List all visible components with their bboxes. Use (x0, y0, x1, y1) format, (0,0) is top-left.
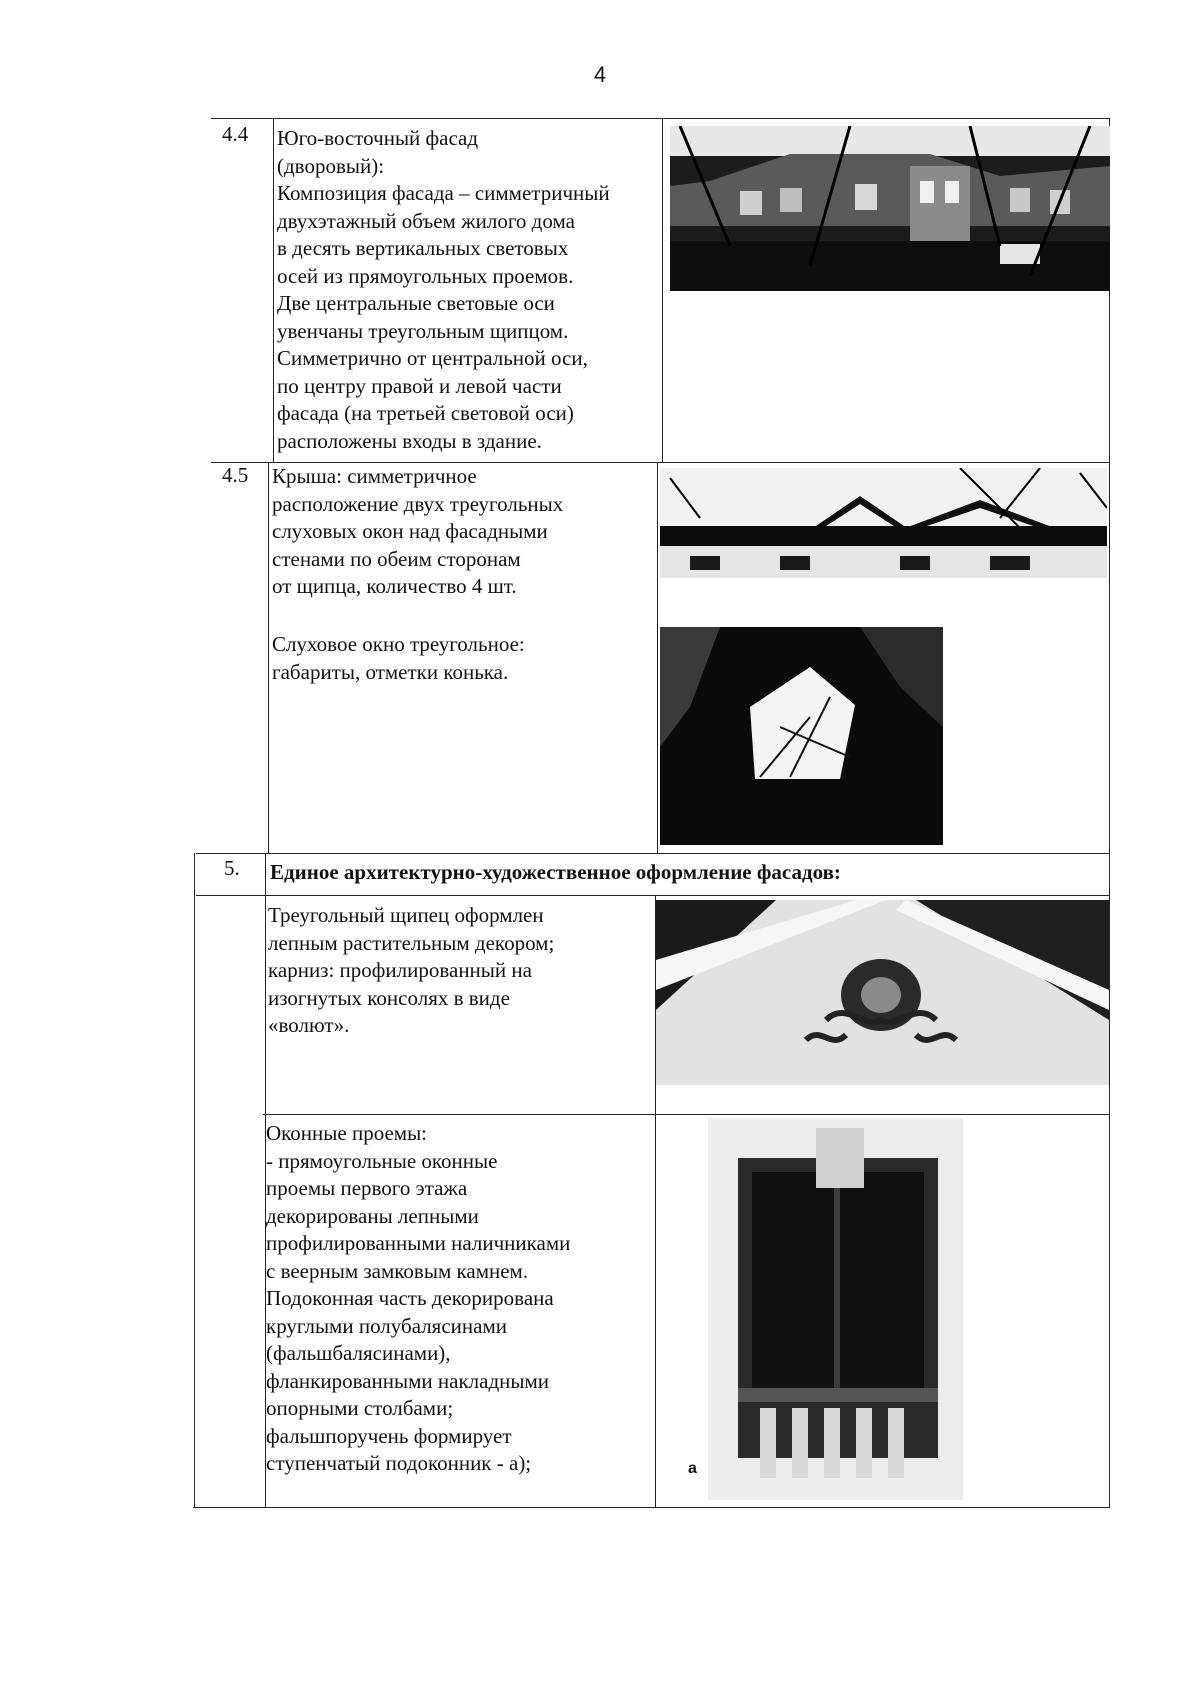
page-number: 4 (593, 62, 607, 87)
table-left-border (194, 853, 195, 1508)
gable-decor-photo (656, 900, 1109, 1085)
table-top-border (211, 118, 1109, 119)
row-description: Юго-восточный фасад (дворовый): Композиция фасада – симметричный двухэтажный объем жилого дома в десять вертикальных световых осей из прямоугольных проемов. Две центральные световые оси увенчаны треугольным щипцом. Симметрично от центральной оси, по центру правой и левой части фасада (на третьей световой оси) расположены входы в здание. (277, 126, 610, 453)
section-heading: Единое архитектурно-художественное оформление фасадов: (270, 860, 841, 884)
row-number: 5. (224, 856, 240, 880)
table-bottom-border (193, 1507, 1109, 1508)
row-number: 4.5 (222, 463, 249, 487)
table-right-border (1109, 118, 1110, 1508)
row-description: Оконные проемы: - прямоугольные оконные проемы первого этажа декорированы лепными профилированными наличниками с веерным замковым камнем. Подоконная часть декорирована круглыми полубалясинами (фальшбалясинами), фланкированными накладными опорными столбами; фальшпоручень формирует ступенчатый подоконник - а); (266, 1121, 571, 1475)
row-description: Треугольный щипец оформлен лепным растительным декором; карниз: профилированный на изогнутых консолях в виде «волют». (268, 903, 555, 1037)
column-divider-number (268, 462, 269, 854)
window-openings-photo (708, 1118, 963, 1500)
row-description-dormer: Слуховое окно треугольное: габариты, отметки конька. (272, 632, 525, 684)
row-number: 4.4 (222, 122, 249, 146)
row-divider (263, 1114, 1109, 1115)
row-divider (196, 895, 1109, 896)
triangular-dormer-photo (660, 627, 943, 845)
column-divider-photo (657, 462, 658, 854)
column-divider-photo (662, 118, 663, 463)
roof-dormers-photo (660, 468, 1107, 578)
row-description: Крыша: симметричное расположение двух треугольных слуховых окон над фасадными стенами по обеим сторонам от щипца, количество 4 шт. (272, 464, 564, 598)
column-divider-number (273, 118, 274, 463)
row-divider (196, 853, 1109, 854)
courtyard-facade-photo (670, 126, 1110, 291)
photo-label: а (688, 1460, 697, 1477)
